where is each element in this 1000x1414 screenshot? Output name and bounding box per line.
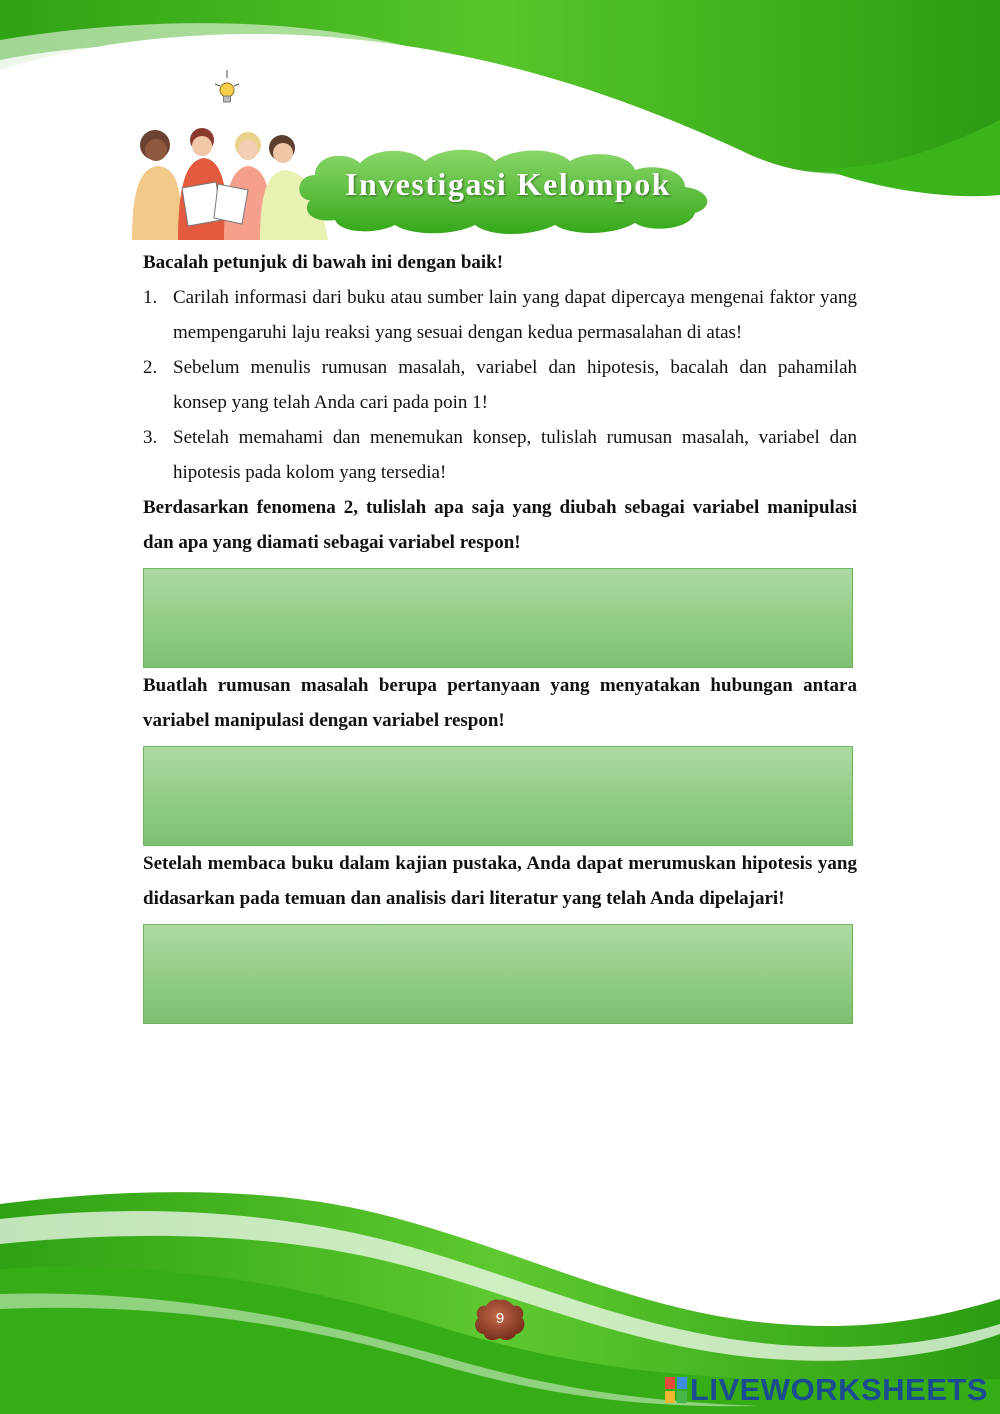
- worksheet-content: [143, 245, 857, 1024]
- brand-name: LIVEWORKSHEETS: [689, 1372, 988, 1407]
- logo-grid-icon: [664, 1375, 688, 1405]
- question-problem-formulation: Buatlah rumusan masalah berupa pertanyaan yang menyatakan hubungan antara variabel manipulasi dengan variabel respon!: [143, 675, 857, 731]
- question-hypothesis: Setelah membaca buku dalam kajian pustaka, Anda dapat merumuskan hipotesis yang didasarkan pada temuan dan analisis dari literatur yang telah Anda dipelajari!: [143, 853, 857, 909]
- page-title: Investigasi Kelompok: [344, 166, 672, 202]
- page-number-badge: [474, 1298, 526, 1342]
- instructions-list: [143, 280, 857, 490]
- liveworksheets-logo: [664, 1372, 988, 1408]
- step-text: Carilah informasi dari buku atau sumber lain yang dapat dipercaya mengenai faktor yang mempengaruhi laju reaksi yang sesuai dengan kedua permasalahan di atas!: [173, 287, 857, 343]
- header-banner: [120, 70, 720, 240]
- step-number: 3.: [143, 427, 158, 448]
- instructions-intro: Bacalah petunjuk di bawah ini dengan baik!: [143, 252, 504, 273]
- answer-field-hypothesis[interactable]: [143, 924, 853, 1024]
- step-number: 2.: [143, 357, 158, 378]
- step-number: 1.: [143, 287, 158, 308]
- step-text: Sebelum menulis rumusan masalah, variabel dan hipotesis, bacalah dan pahamilah konsep yang telah Anda cari pada poin 1!: [173, 357, 857, 413]
- instruction-step: [143, 280, 857, 350]
- answer-field-variables[interactable]: [143, 568, 853, 668]
- question-variables: Berdasarkan fenomena 2, tulislah apa saja yang diubah sebagai variabel manipulasi dan apa yang diamati sebagai variabel respon!: [143, 497, 857, 553]
- instruction-step: [143, 350, 857, 420]
- step-text: Setelah memahami dan menemukan konsep, tulislah rumusan masalah, variabel dan hipotesis pada kolom yang tersedia!: [173, 427, 857, 483]
- answer-field-problem-formulation[interactable]: [143, 746, 853, 846]
- light-bulb-icon: [212, 70, 242, 110]
- page-number: 9: [495, 1310, 505, 1327]
- instruction-step: [143, 420, 857, 490]
